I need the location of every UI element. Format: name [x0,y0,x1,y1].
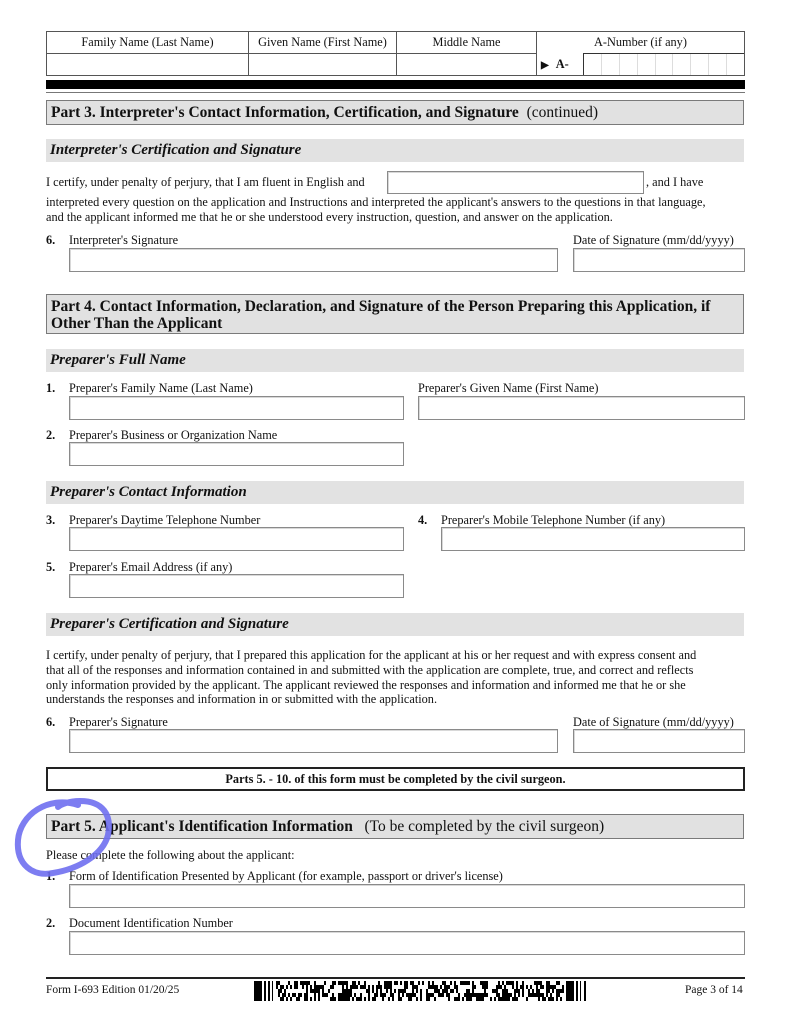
preparer-mobile-phone-label: Preparer's Mobile Telephone Number (if any) [441,513,666,527]
id-form-field[interactable] [69,884,745,908]
a-number-prefix: A- [555,56,569,71]
preparer-cert-heading: Preparer's Certification and Signature [46,613,744,636]
part5-suffix: (To be completed by the civil surgeon) [364,818,605,835]
item-number: 2. [46,916,56,930]
given-name-field[interactable] [249,54,397,76]
col-family-name: Family Name (Last Name) [47,32,249,54]
preparer-full-name-heading: Preparer's Full Name [46,349,744,372]
preparer-cert-text-4: understands the responses and information in or submitted with the application. [46,692,438,706]
civil-surgeon-notice: Parts 5. - 10. of this form must be completed by the civil surgeon. [46,767,745,791]
document-id-number-label: Document Identification Number [69,916,233,930]
interpreter-cert-heading: Interpreter's Certification and Signature [46,139,744,162]
interp-cert-text-4: and the applicant informed me that he or she understood every instruction, question, and answer on the application. [46,210,613,224]
part4-title-line2: Other Than the Applicant [51,315,223,332]
form-edition: Form I-693 Edition 01/20/25 [46,984,180,996]
preparer-daytime-phone-label: Preparer's Daytime Telephone Number [69,513,261,527]
preparer-business-label: Preparer's Business or Organization Name [69,428,278,442]
preparer-contact-heading: Preparer's Contact Information [46,481,744,504]
interp-cert-text-1: I certify, under penalty of perjury, that I am fluent in English and [46,175,365,189]
preparer-given-name-field[interactable] [418,396,745,420]
family-name-field[interactable] [47,54,249,76]
interp-cert-text-3: interpreted every question on the application and Instructions and interpreted the applicant's answers to the questions in that language, [46,195,706,209]
preparer-date-label: Date of Signature (mm/dd/yyyy) [573,715,734,729]
right-triangle-icon: ▶ [541,59,549,71]
col-a-number: A-Number (if any) [537,32,745,54]
col-middle-name: Middle Name [397,32,537,54]
preparer-email-label: Preparer's Email Address (if any) [69,560,233,574]
preparer-family-name-label: Preparer's Family Name (Last Name) [69,381,253,395]
part3-header [46,100,744,125]
thick-rule [46,80,745,89]
a-number-field[interactable] [584,54,745,76]
interpreter-date-field[interactable] [573,248,745,272]
item-number: 1. [46,381,56,395]
pdf417-barcode-icon [254,981,592,1001]
preparer-given-name-label: Preparer's Given Name (First Name) [418,381,599,395]
preparer-date-field[interactable] [573,729,745,753]
document-id-number-field[interactable] [69,931,745,955]
item-number: 3. [46,513,56,527]
part5-title: Part 5. Applicant's Identification Information [51,818,353,835]
item-number: 4. [418,513,428,527]
footer-rule [46,977,745,979]
part5-intro: Please complete the following about the applicant: [46,848,295,862]
middle-name-field[interactable] [397,54,537,76]
applicant-name-table [46,31,745,76]
thin-rule [46,92,745,93]
interpreter-signature-label: Interpreter's Signature [69,233,179,247]
item-number: 6. [46,233,56,247]
preparer-daytime-phone-field[interactable] [69,527,404,551]
preparer-business-field[interactable] [69,442,404,466]
item-number: 5. [46,560,56,574]
part4-title-line1: Part 4. Contact Information, Declaration, and Signature of the Person Preparing this Application, if [51,298,711,315]
language-field[interactable] [387,171,644,194]
preparer-signature-field[interactable] [69,729,558,753]
preparer-signature-label: Preparer's Signature [69,715,168,729]
preparer-mobile-phone-field[interactable] [441,527,745,551]
id-form-label: Form of Identification Presented by Applicant (for example, passport or driver's license) [69,869,503,883]
preparer-family-name-field[interactable] [69,396,404,420]
a-number-prefix-cell [537,54,584,76]
preparer-email-field[interactable] [69,574,404,598]
interp-cert-text-2: , and I have [646,175,704,189]
col-given-name: Given Name (First Name) [249,32,397,54]
item-number: 6. [46,715,56,729]
item-number: 2. [46,428,56,442]
preparer-cert-text-2: that all of the responses and information contained in and submitted with the application are complete, true, and correct and reflects [46,663,694,677]
preparer-cert-text-3: only information provided by the applicant. The applicant reviewed the responses and information and informed me that he or she [46,678,686,692]
item-number: 1. [46,869,56,883]
part3-title: Part 3. Interpreter's Contact Information, Certification, and Signature [51,104,519,121]
interpreter-signature-field[interactable] [69,248,558,272]
preparer-cert-text-1: I certify, under penalty of perjury, that I prepared this application for the applicant at his or her request and with express consent and [46,648,697,662]
page-number: Page 3 of 14 [685,984,743,996]
annotation-circle-icon [8,795,128,885]
part5-header [46,814,744,839]
part3-suffix: (continued) [526,104,599,121]
interpreter-date-label: Date of Signature (mm/dd/yyyy) [573,233,734,247]
part4-header [46,294,744,334]
